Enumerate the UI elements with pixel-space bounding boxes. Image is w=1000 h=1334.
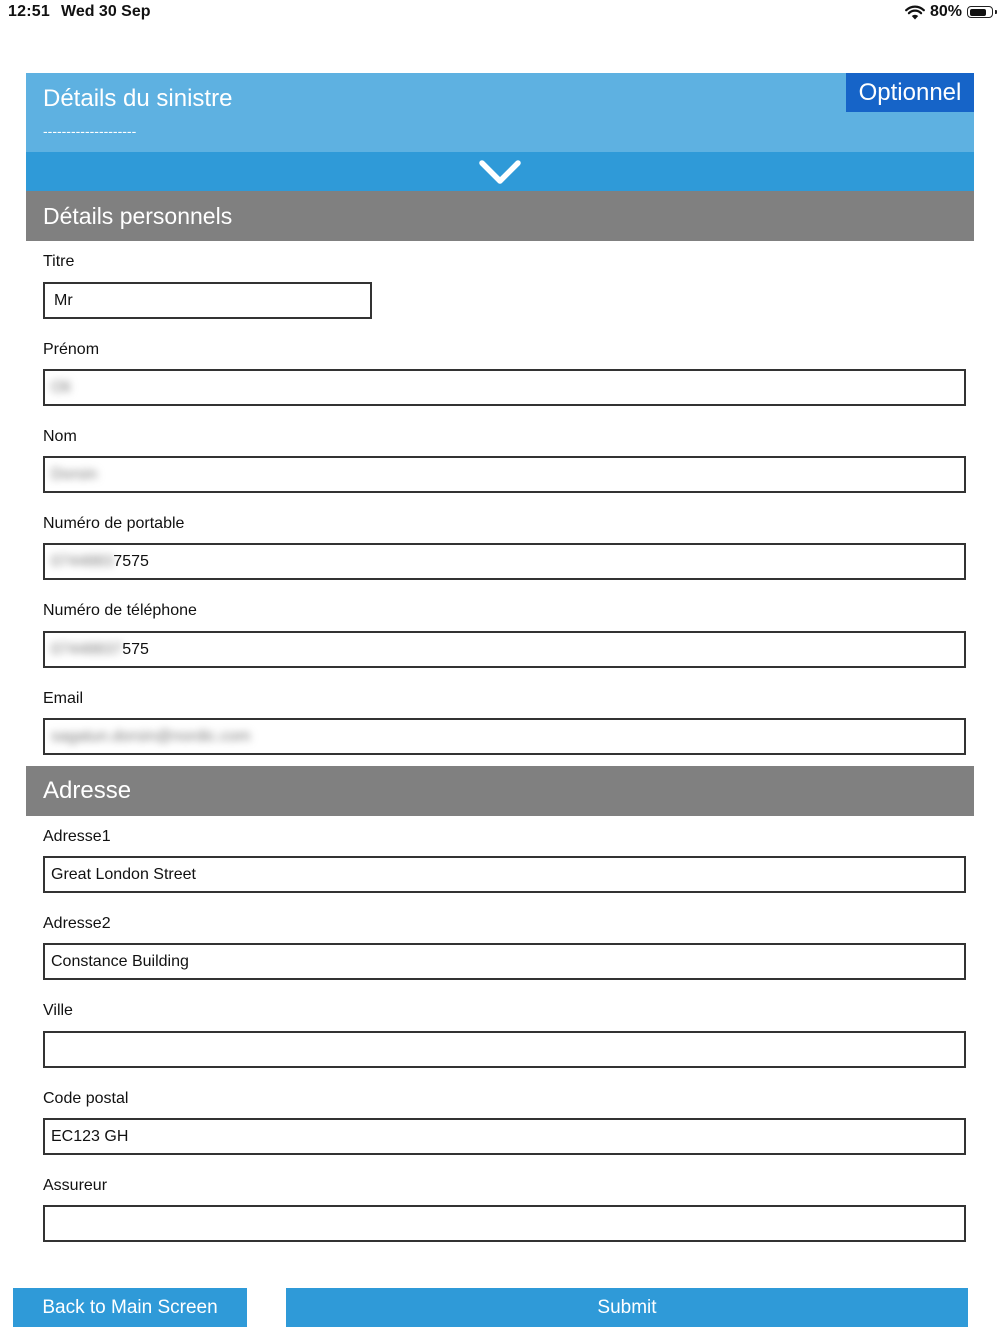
- back-to-main-button[interactable]: Back to Main Screen: [13, 1288, 247, 1327]
- insurer-input[interactable]: [43, 1205, 966, 1242]
- city-label: Ville: [43, 1002, 73, 1019]
- claim-details-title: Détails du sinistre: [43, 85, 233, 112]
- address-header: Adresse: [26, 766, 974, 816]
- phone-input[interactable]: [43, 631, 966, 668]
- phone-value-hidden: 07448837: [51, 640, 123, 658]
- optional-badge: Optionnel: [846, 73, 974, 112]
- battery-icon: [967, 6, 993, 18]
- email-input[interactable]: [43, 718, 966, 755]
- mobile-label: Numéro de portable: [43, 515, 185, 532]
- postcode-label: Code postal: [43, 1090, 129, 1107]
- status-time: 12:51: [8, 3, 50, 20]
- mobile-input[interactable]: [43, 543, 966, 580]
- title-input[interactable]: [43, 282, 372, 319]
- postcode-input[interactable]: [43, 1118, 966, 1155]
- first-name-input[interactable]: [43, 369, 966, 406]
- insurer-label: Assureur: [43, 1177, 108, 1194]
- submit-button[interactable]: Submit: [286, 1288, 968, 1327]
- claim-details-summary: --------------------: [43, 123, 137, 139]
- email-label: Email: [43, 690, 84, 707]
- address2-input[interactable]: [43, 943, 966, 980]
- claim-details-header[interactable]: [26, 73, 974, 152]
- phone-value-visible: 575: [122, 640, 149, 658]
- last-name-label: Nom: [43, 428, 77, 445]
- first-name-value: Oli: [51, 378, 71, 396]
- email-value: sagatun.dorsin@nordic.com: [51, 727, 251, 745]
- address1-input[interactable]: [43, 856, 966, 893]
- first-name-label: Prénom: [43, 341, 100, 358]
- chevron-down-icon: [479, 159, 521, 185]
- city-input[interactable]: [43, 1031, 966, 1068]
- wifi-icon: [905, 5, 925, 20]
- battery-fill: [970, 9, 986, 16]
- title-label: Titre: [43, 253, 75, 270]
- status-bar: [0, 0, 1000, 28]
- address1-label: Adresse1: [43, 828, 111, 845]
- status-date: Wed 30 Sep: [61, 3, 151, 20]
- personal-details-header: Détails personnels: [26, 191, 974, 241]
- mobile-value-visible: 7575: [113, 552, 149, 570]
- mobile-value-hidden: 0744883: [51, 552, 114, 570]
- last-name-value: Dorsin: [51, 465, 98, 483]
- battery-cap: [995, 10, 997, 14]
- last-name-input[interactable]: [43, 456, 966, 493]
- status-indicators: [905, 3, 993, 21]
- expand-claim-button[interactable]: [26, 152, 974, 191]
- battery-percent: 80%: [929, 3, 962, 20]
- phone-label: Numéro de téléphone: [43, 602, 197, 619]
- address2-label: Adresse2: [43, 915, 111, 932]
